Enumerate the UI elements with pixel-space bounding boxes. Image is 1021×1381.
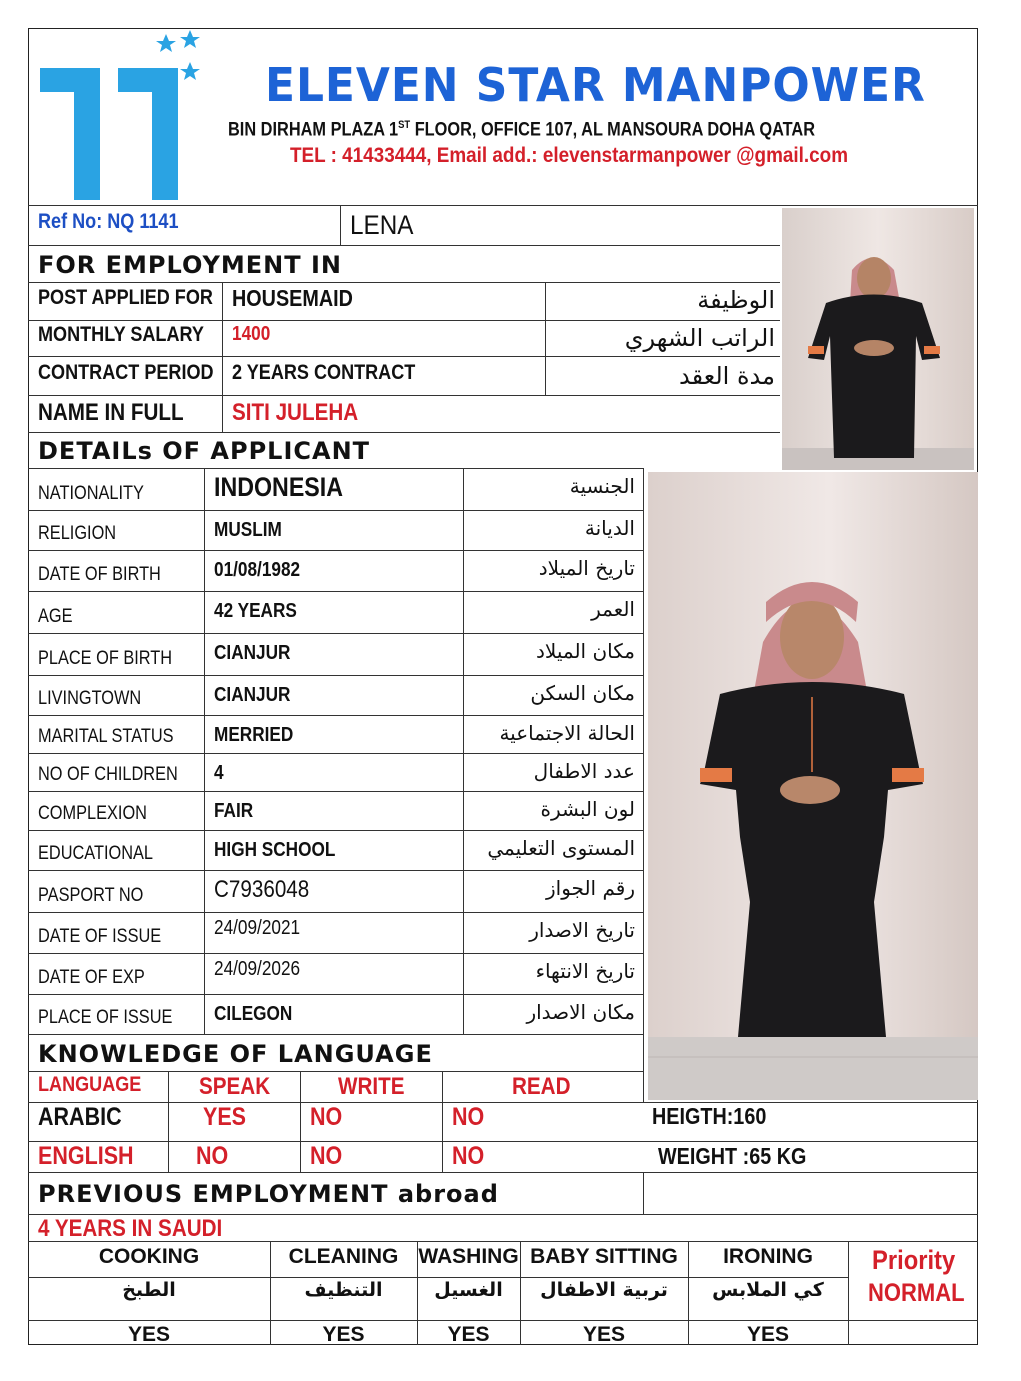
detail-label: MARITAL STATUS [38, 726, 174, 747]
contract-period-label: CONTRACT PERIOD [38, 361, 214, 384]
skill-value: YES [447, 1323, 490, 1346]
skill-value: YES [127, 1323, 171, 1346]
skill-label: WASHING [418, 1245, 519, 1268]
detail-label: EDUCATIONAL [38, 843, 154, 864]
detail-label: PLACE OF BIRTH [38, 648, 173, 669]
language-section-title: KNOWLEDGE OF LANGUAGE [38, 1040, 433, 1068]
detail-value: 01/08/1982 [214, 559, 301, 581]
applicant-photo-large [648, 472, 978, 1100]
detail-label: COMPLEXION [38, 803, 147, 824]
employment-section-title: FOR EMPLOYMENT IN [38, 251, 342, 279]
detail-value: MERRIED [214, 724, 294, 746]
english-write: NO [310, 1142, 343, 1170]
detail-value: INDONESIA [214, 472, 344, 502]
full-name-value: SITI JULEHA [232, 399, 359, 426]
detail-arabic-label: تاريخ الميلاد [538, 556, 635, 580]
details-section-title: DETAILs OF APPLICANT [38, 437, 371, 465]
detail-arabic-label: العمر [591, 597, 635, 621]
detail-label: DATE OF ISSUE [38, 926, 162, 947]
company-name: ELEVEN STAR MANPOWER [265, 58, 926, 112]
star-icon [180, 62, 200, 80]
detail-label: NO OF CHILDREN [38, 764, 178, 785]
contract-period-arabic: مدة العقد [679, 362, 775, 390]
detail-value: CIANJUR [214, 642, 291, 664]
write-header: WRITE [338, 1073, 405, 1100]
detail-label: LIVINGTOWN [38, 688, 142, 709]
detail-label: DATE OF EXP [38, 967, 145, 988]
detail-value: CIANJUR [214, 684, 291, 706]
ref-number: Ref No: NQ 1141 [38, 210, 179, 233]
english-read: NO [452, 1142, 485, 1170]
detail-arabic-label: الديانة [584, 516, 635, 540]
detail-label: DATE OF BIRTH [38, 564, 161, 585]
detail-arabic-label: لون البشرة [540, 797, 635, 821]
skill-arabic-label: الغسيل [434, 1279, 503, 1301]
monthly-salary-arabic: الراتب الشهري [624, 324, 775, 352]
detail-value: CILEGON [214, 1003, 293, 1025]
skill-arabic-label: تربية الاطفال [540, 1279, 668, 1301]
skill-arabic-label: كي الملابس [712, 1279, 824, 1301]
detail-arabic-label: عدد الاطفال [533, 759, 635, 783]
detail-value: 42 YEARS [214, 600, 297, 622]
detail-value: 24/09/2026 [214, 958, 301, 980]
applicant-photo-small [782, 208, 974, 470]
detail-label: AGE [38, 606, 73, 627]
skill-arabic-label: الطبخ [122, 1279, 176, 1301]
detail-arabic-label: الجنسية [569, 474, 635, 498]
applicant-short-name: LENA [350, 210, 414, 240]
eleven-star-logo [36, 30, 211, 202]
detail-label: NATIONALITY [38, 483, 144, 504]
skill-arabic-label: التنظيف [304, 1279, 383, 1301]
company-contact: TEL : 41433444, Email add.: elevenstarmanpower @gmail.com [290, 144, 849, 167]
detail-arabic-label: تاريخ الاصدار [529, 918, 635, 942]
detail-arabic-label: تاريخ الانتهاء [535, 959, 635, 983]
detail-value: HIGH SCHOOL [214, 839, 336, 861]
skill-value: YES [322, 1323, 365, 1346]
contract-period-value: 2 YEARS CONTRACT [232, 361, 416, 384]
post-applied-value: HOUSEMAID [232, 285, 353, 311]
skill-value: YES [582, 1323, 626, 1346]
company-address: BIN DIRHAM PLAZA 1ST FLOOR, OFFICE 107, AL MANSOURA DOHA QATAR [228, 119, 816, 141]
detail-arabic-label: مكان الاصدار [526, 1000, 635, 1024]
language-english: ENGLISH [38, 1142, 134, 1170]
skill-label: IRONING [723, 1245, 813, 1268]
detail-arabic-label: المستوى التعليمي [487, 836, 635, 860]
detail-value: 24/09/2021 [214, 917, 301, 939]
star-icon [180, 30, 200, 48]
detail-label: PLACE OF ISSUE [38, 1007, 173, 1028]
skill-value: YES [746, 1323, 790, 1346]
detail-label: RELIGION [38, 523, 117, 544]
post-applied-label: POST APPLIED FOR [38, 286, 213, 309]
detail-arabic-label: رقم الجواز [546, 876, 635, 900]
skill-label: CLEANING [288, 1245, 399, 1268]
skill-label: BABY SITTING [530, 1245, 678, 1268]
speak-header: SPEAK [199, 1073, 271, 1100]
skill-label: COOKING [98, 1245, 200, 1268]
monthly-salary-label: MONTHLY SALARY [38, 323, 204, 346]
weight-value: WEIGHT :65 KG [658, 1143, 807, 1169]
priority-label: Priority [872, 1245, 956, 1275]
detail-value: 4 [214, 762, 224, 784]
arabic-speak: YES [203, 1103, 247, 1131]
full-name-label: NAME IN FULL [38, 399, 184, 426]
language-arabic: ARABIC [38, 1103, 122, 1131]
monthly-salary-value: 1400 [232, 323, 271, 345]
detail-value: MUSLIM [214, 519, 282, 541]
detail-arabic-label: مكان السكن [530, 681, 635, 705]
post-applied-arabic: الوظيفة [697, 286, 775, 314]
previous-employment-value: 4 YEARS IN SAUDI [38, 1215, 223, 1242]
priority-value: NORMAL [868, 1279, 965, 1307]
language-header: LANGUAGE [38, 1073, 142, 1096]
arabic-read: NO [452, 1103, 485, 1131]
english-speak: NO [196, 1142, 229, 1170]
arabic-write: NO [310, 1103, 343, 1131]
height-value: HEIGTH:160 [652, 1103, 767, 1129]
detail-arabic-label: مكان الميلاد [536, 639, 635, 663]
detail-arabic-label: الحالة الاجتماعية [499, 721, 635, 745]
star-icon [156, 34, 176, 52]
detail-value: FAIR [214, 800, 254, 822]
read-header: READ [512, 1073, 571, 1100]
detail-label: PASPORT NO [38, 885, 144, 906]
previous-employment-title: PREVIOUS EMPLOYMENT abroad [38, 1180, 499, 1208]
detail-value: C7936048 [214, 876, 310, 903]
